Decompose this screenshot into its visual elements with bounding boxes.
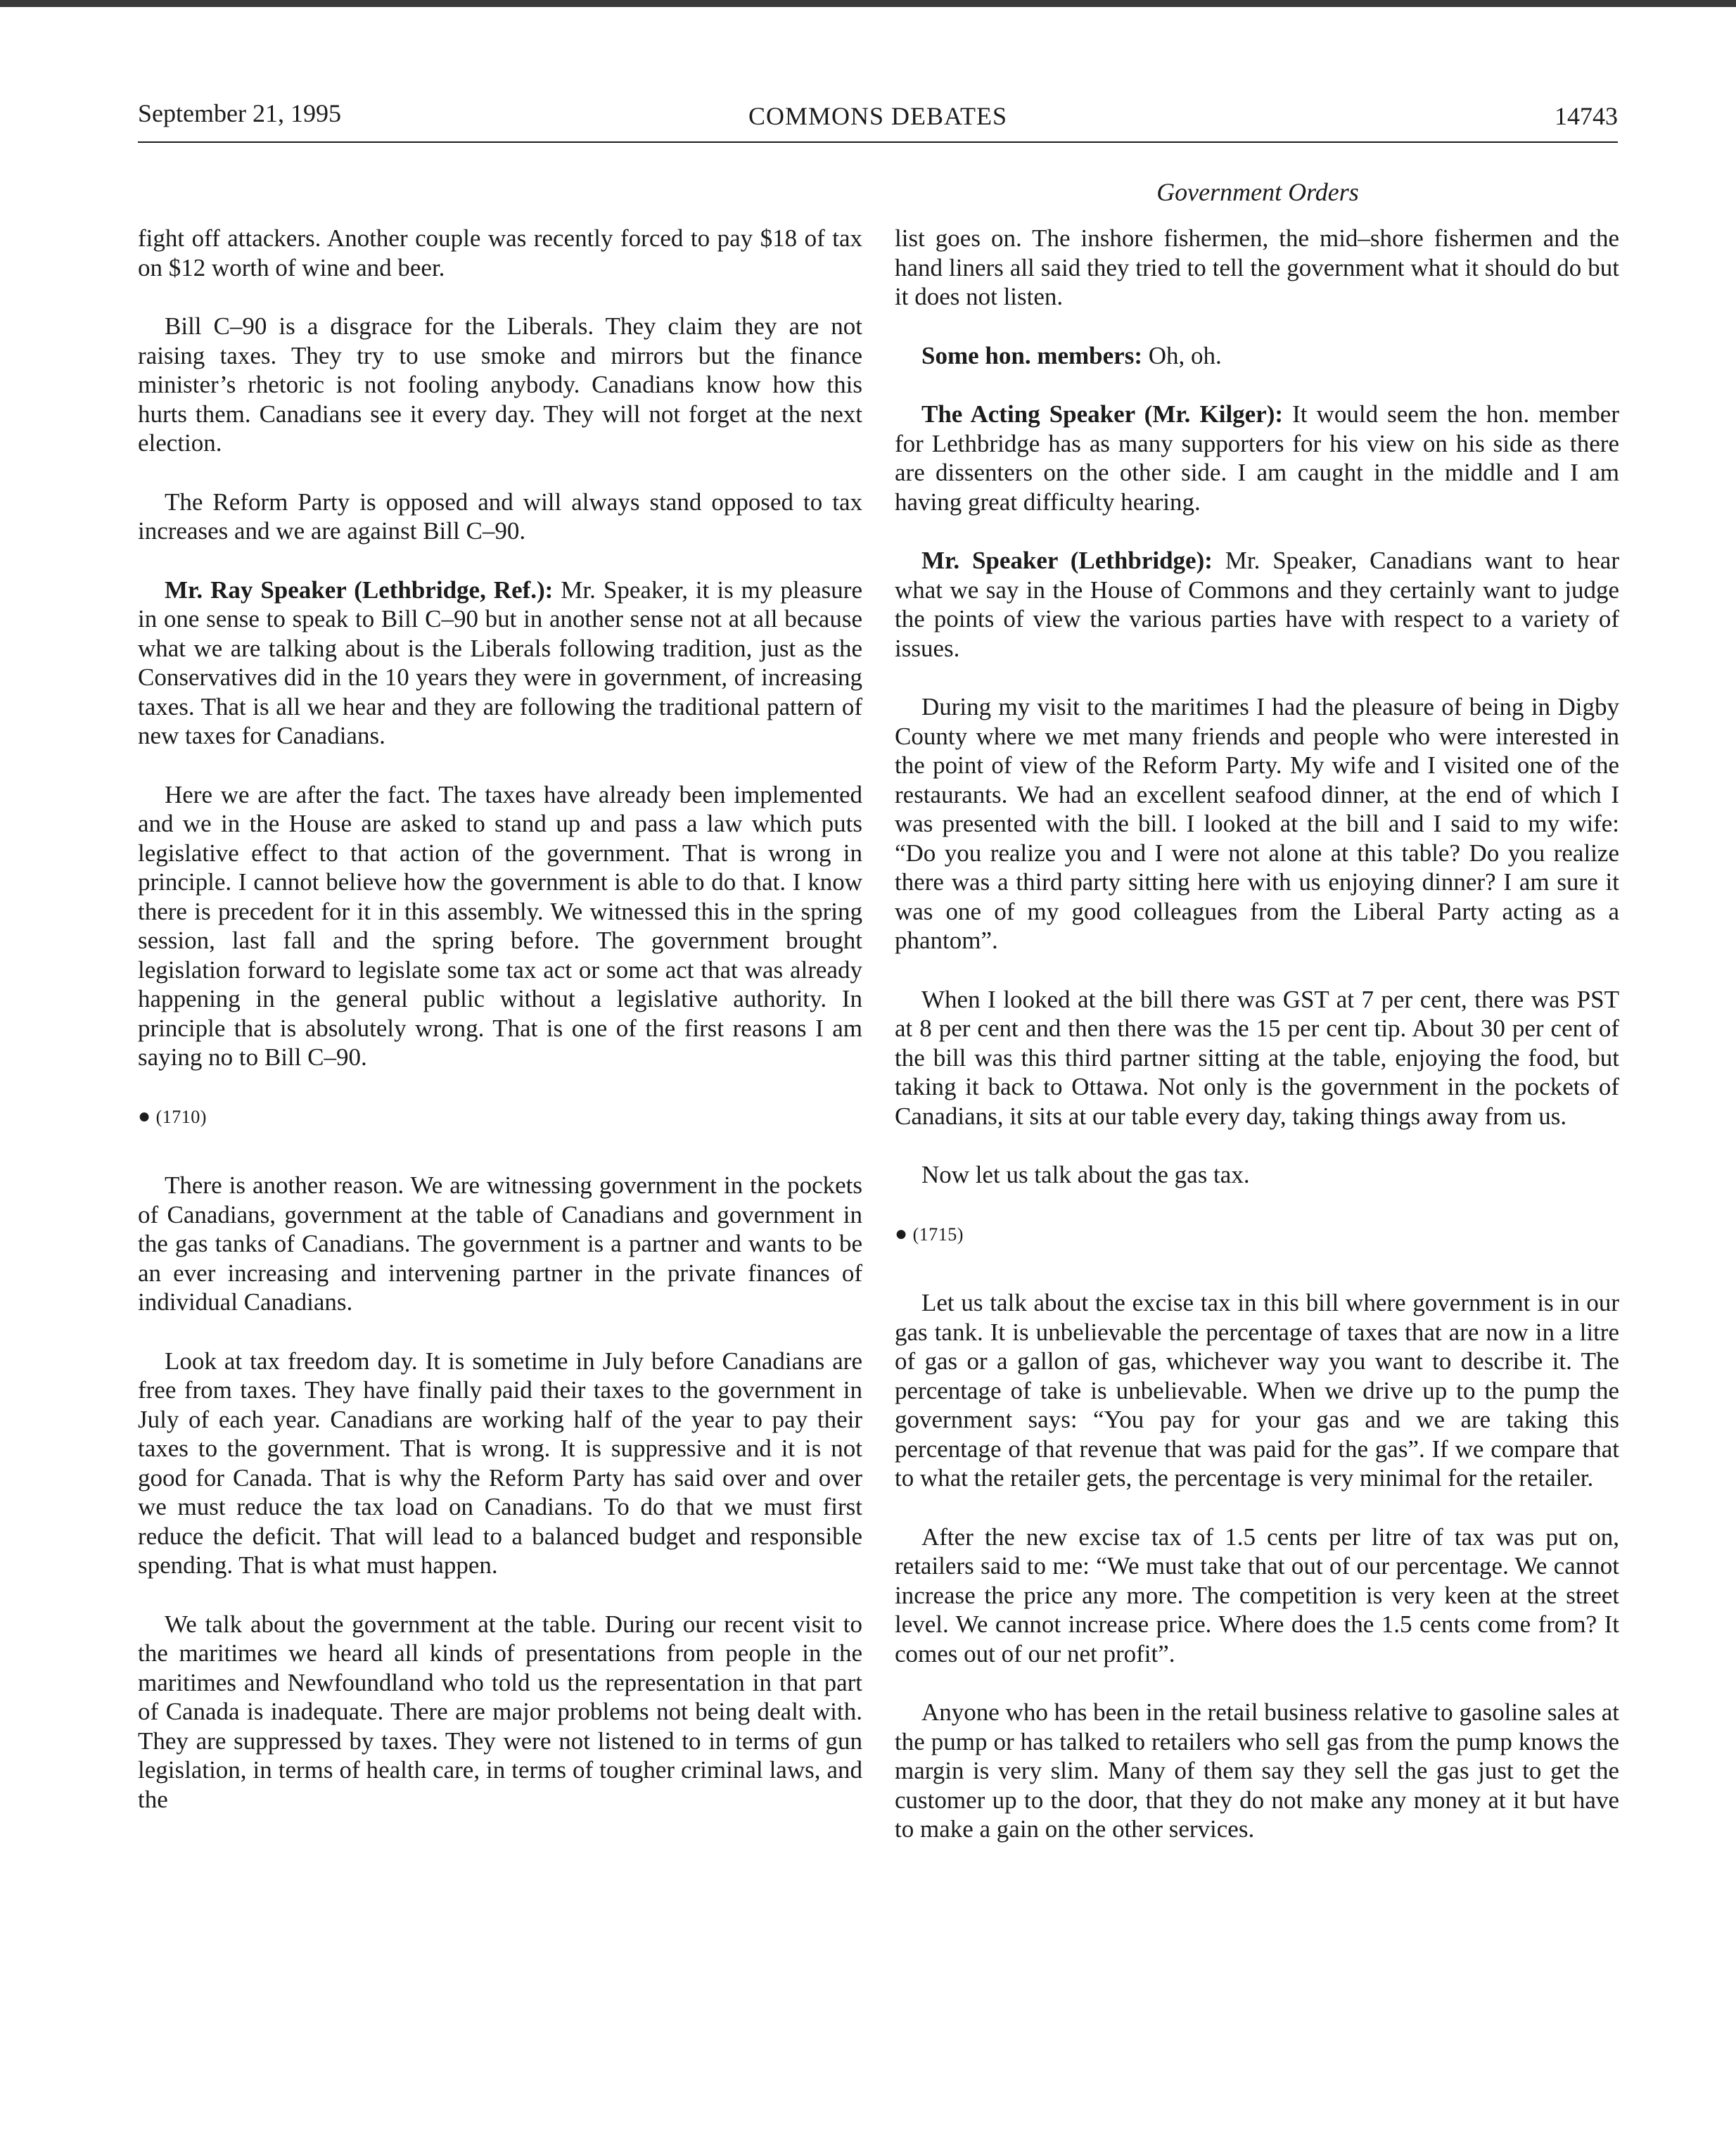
section-label: Government Orders <box>1156 178 1359 206</box>
paragraph: After the new excise tax of 1.5 cents per litre of tax was put on, retailers said to me: “We must take that out of our percentage. We cannot increase the price any more. The competition is very keen at the street level. We cannot increase price. Where does the 1.5 cents come from? It comes out of our net profit”. <box>895 1523 1619 1667</box>
scan-border <box>0 0 1736 7</box>
speaker-name: Mr. Speaker (Lethbridge): <box>921 547 1213 574</box>
paragraph: The Reform Party is opposed and will always stand opposed to tax increases and we are against Bill C–90. <box>138 488 862 545</box>
speaker-name: Mr. Ray Speaker (Lethbridge, Ref.): <box>165 576 554 604</box>
time-marker-text: (1715) <box>912 1224 964 1245</box>
header-page-number: 14743 <box>1555 102 1618 130</box>
paragraph: When I looked at the bill there was GST at 7 per cent, there was PST at 8 per cent and then there was the 15 per cent tip. About 30 per cent of the bill was this third partner sitting at the table, enjoying the food, but taking it back to Ottawa. Not only is the government in the pockets of Canadians, it sits at our table every day, taking things away from us. <box>895 985 1619 1130</box>
paragraph: Bill C–90 is a disgrace for the Liberals. They claim they are not raising taxes. They try to use smoke and mirrors but the finance minister’s rhetoric is not fooling anybody. Canadians know how this hurts them. Canadians see it every day. They will not forget at the next election. <box>138 312 862 457</box>
speech-text: Oh, oh. <box>1142 341 1222 369</box>
paragraph: There is another reason. We are witnessing government in the pockets of Canadians, government at the table of Canadians and government in the gas tanks of Canadians. The government is a partner and wants to be an ever increasing and intervening partner in the private finances of individual Canadians. <box>138 1171 862 1316</box>
paragraph: Look at tax freedom day. It is sometime in July before Canadians are free from taxes. They have finally paid their taxes to the government in July of each year. Canadians are working half of the year to pay their taxes to the government. That is wrong. It is suppressive and it is not good for Canada. That is why the Reform Party has said over and over we must reduce the tax load on Canadians. To do that we must first reduce the deficit. That will lead to a balanced budget and responsible spending. That is what must happen. <box>138 1347 862 1579</box>
paragraph: We talk about the government at the table. During our recent visit to the maritimes we heard all kinds of presentations from people in the maritimes and Newfoundland who told us the representation in that part of Canada is inadequate. There are major problems not being dealt with. They are suppressed by taxes. They were not listened to in terms of gun legislation, in terms of health care, in terms of tougher criminal laws, and the <box>138 1610 862 1813</box>
time-marker <box>895 1219 1619 1250</box>
speech-paragraph <box>895 400 1619 516</box>
right-column <box>895 224 1619 1874</box>
paragraph: fight off attackers. Another couple was recently forced to pay $18 of tax on $12 worth of wine and beer. <box>138 224 862 281</box>
time-marker-text: (1710) <box>155 1106 207 1127</box>
paragraph: Anyone who has been in the retail business relative to gasoline sales at the pump or has talked to retailers who sell gas from the pump knows the margin is very slim. Many of them say they sell the gas just to get the customer up to the door, that they do not make any money at it but have to make a gain on the other services. <box>895 1698 1619 1843</box>
speaker-name: Some hon. members: <box>921 341 1142 369</box>
speaker-name: The Acting Speaker (Mr. Kilger): <box>921 400 1284 428</box>
paragraph: During my visit to the maritimes I had the pleasure of being in Digby County where we met many friends and people who were interested in the point of view of the Reform Party. My wife and I visited one of the restaurants. We had an excellent seafood dinner, at the end of which I was presented with the bill. I looked at the bill and I said to my wife: “Do you realize you and I were not alone at this table? Do you realize there was a third party sitting here with us enjoying dinner? I am sure it was one of my good colleagues from the Liberal Party acting as a phantom”. <box>895 693 1619 954</box>
bullet-icon: ● <box>895 1221 908 1245</box>
paragraph: Now let us talk about the gas tax. <box>921 1161 1250 1188</box>
speech-paragraph <box>895 546 1619 663</box>
paragraph: Let us talk about the excise tax in this bill where government is in our gas tank. It is unbelievable the percentage of taxes that are now in a litre of gas or a gallon of gas, whichever way you want to describe it. The percentage of take is unbelievable. When we drive up to the pump the government says: “You pay for your gas and we are taking this percentage of that revenue that was paid for the gas”. If we compare that to what the retailer gets, the percentage is very minimal for the retailer. <box>895 1289 1619 1492</box>
speech-text: Mr. Speaker, Canadians want to hear what we say in the House of Commons and they certainly want to judge the points of view the various parties have with respect to a variety of issues. <box>895 547 1619 662</box>
page-header <box>138 98 1618 138</box>
speech-text: It would seem the hon. member for Lethbridge has as many supporters for his view on his side as there are dissenters on the other side. I am caught in the middle and I am having great difficulty hearing. <box>895 400 1619 516</box>
speech-text: Mr. Speaker, it is my pleasure in one sense to speak to Bill C–90 but in another sense not at all because what we are talking about is the Liberals following tradition, just as the Conservatives did in the 10 years they were in government, of increasing taxes. That is all we hear and they are following the traditional pattern of new taxes for Canadians. <box>138 576 862 749</box>
paragraph: list goes on. The inshore fishermen, the mid–shore fishermen and the hand liners all said they tried to tell the government what it should do but it does not listen. <box>895 224 1619 310</box>
speech-paragraph <box>895 341 1619 371</box>
header-rule <box>138 141 1618 143</box>
header-publication: COMMONS DEBATES <box>748 102 1008 130</box>
paragraph: Here we are after the fact. The taxes have already been implemented and we in the House are asked to stand up and pass a law which puts legislative effect to that action of the government. That is wrong in principle. I cannot believe how the government is able to do that. I know there is precedent for it in this assembly. We witnessed this in the spring session, last fall and the spring before. The government brought legislation forward to legislate some tax act or some act that was already happening in the general public without a legislative authority. In principle that is absolutely wrong. That is one of the first reasons I am saying no to Bill C–90. <box>138 780 862 1071</box>
header-date: September 21, 1995 <box>138 99 341 127</box>
time-marker <box>138 1102 862 1132</box>
bullet-icon: ● <box>138 1104 151 1128</box>
left-column <box>138 224 862 1843</box>
speech-paragraph <box>138 576 862 751</box>
